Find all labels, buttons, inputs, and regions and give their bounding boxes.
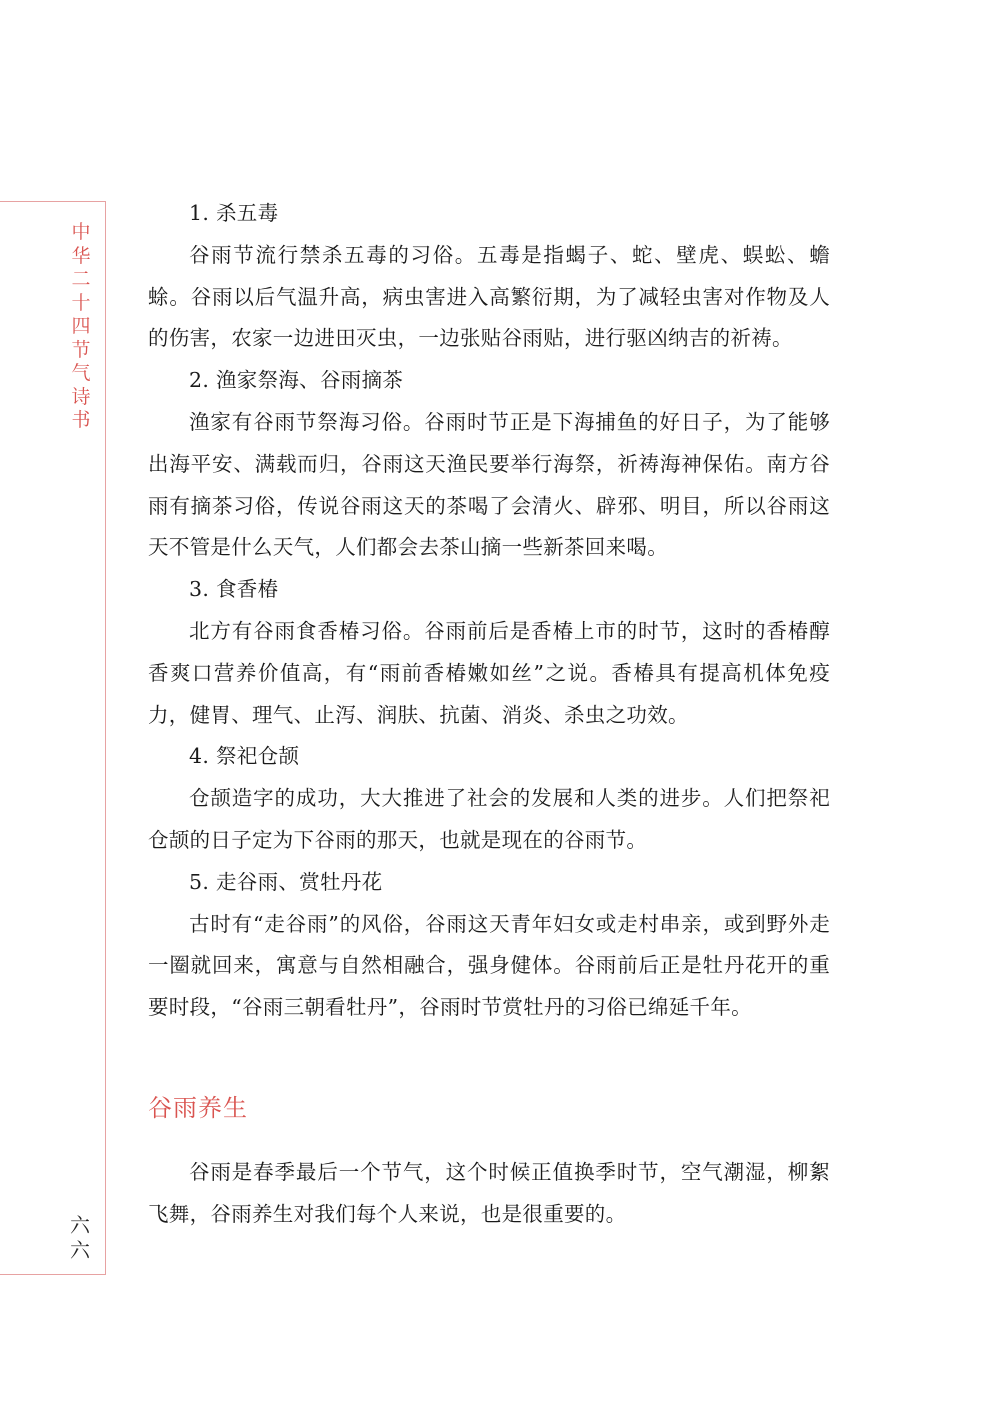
custom-title: 5. 走谷雨、赏牡丹花 xyxy=(189,869,383,894)
section-body xyxy=(148,1152,830,1236)
custom-body: 仓颉造字的成功，大大推进了社会的发展和人类的进步。人们把祭祀仓颉的日子定为下谷雨的那天，也就是现在的谷雨节。 xyxy=(148,786,830,852)
section-heading: 谷雨养生 xyxy=(148,1094,248,1122)
page-number: 六六 xyxy=(70,1213,90,1262)
custom-body: 谷雨节流行禁杀五毒的习俗。五毒是指蝎子、蛇、壁虎、蜈蚣、蟾蜍。谷雨以后气温升高，病虫害进入高繁衍期，为了减轻虫害对作物及人的伤害，农家一边进田灭虫，一边张贴谷雨贴，进行驱凶纳吉的祈祷。 xyxy=(148,242,830,351)
custom-body: 古时有“走谷雨”的风俗，谷雨这天青年妇女或走村串亲，或到野外走一圈就回来，寓意与自然相融合，强身健体。谷雨前后正是牡丹花开的重要时段，“谷雨三朝看牡丹”，谷雨时节赏牡丹的习俗已绵延千年。 xyxy=(148,911,830,1020)
custom-title: 4. 祭祀仓颉 xyxy=(189,744,300,769)
custom-title: 1. 杀五毒 xyxy=(189,201,279,225)
customs-list xyxy=(148,193,830,1029)
custom-body: 渔家有谷雨节祭海习俗。谷雨时节正是下海捕鱼的好日子，为了能够出海平安、满载而归，谷雨这天渔民要举行海祭，祈祷海神保佑。南方谷雨有摘茶习俗，传说谷雨这天的茶喝了会清火、辟邪、明目，所以谷雨这天不管是什么天气，人们都会去茶山摘一些新茶回来喝。 xyxy=(148,409,830,560)
custom-body: 北方有谷雨食香椿习俗。谷雨前后是香椿上市的时节，这时的香椿醇香爽口营养价值高，有“雨前香椿嫩如丝”之说。香椿具有提高机体免疫力，健胃、理气、止泻、润肤、抗菌、消炎、杀虫之功效。 xyxy=(148,618,830,727)
custom-title: 3. 食香椿 xyxy=(189,577,279,602)
series-title: 中华二十四节气诗书 xyxy=(71,221,91,431)
section-paragraph: 谷雨是春季最后一个节气，这个时候正值换季时节，空气潮湿，柳絮飞舞，谷雨养生对我们每个人来说，也是很重要的。 xyxy=(148,1160,830,1226)
custom-title: 2. 渔家祭海、谷雨摘茶 xyxy=(189,368,404,393)
